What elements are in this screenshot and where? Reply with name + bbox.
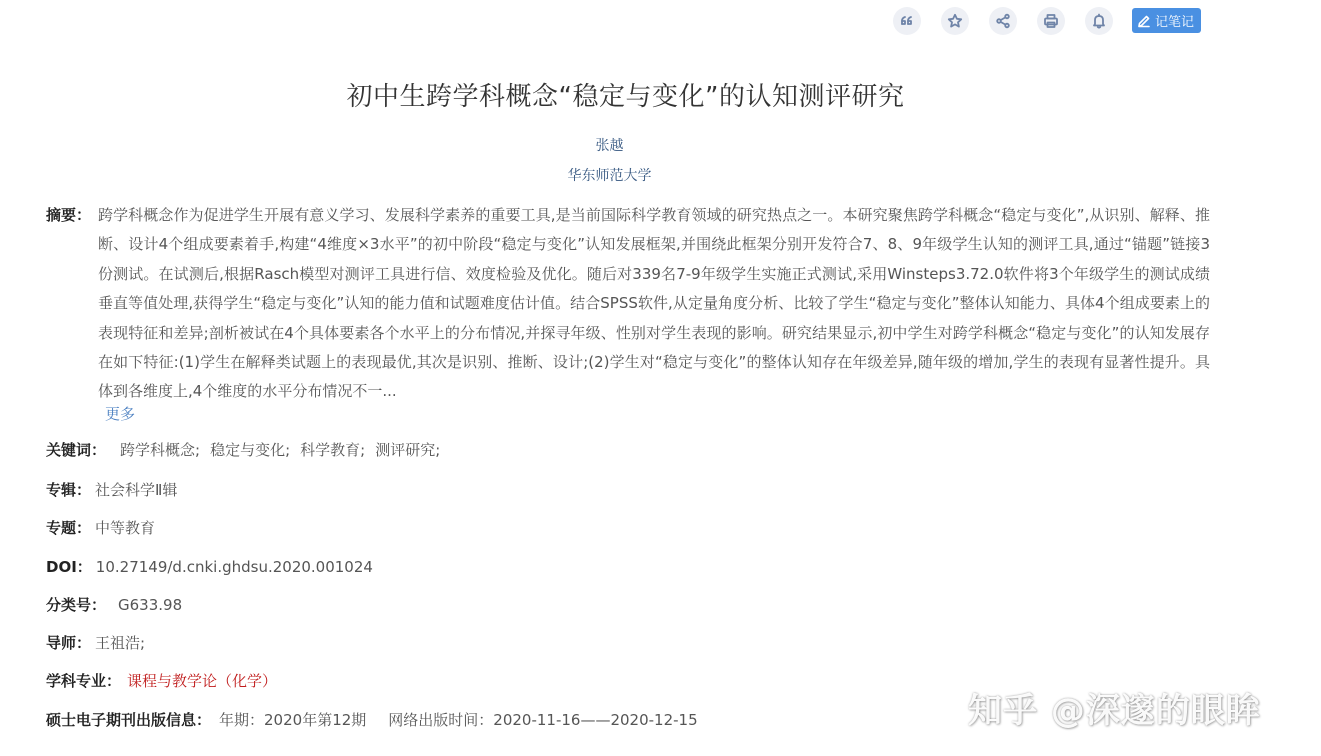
share-icon <box>995 13 1011 29</box>
subject-value: 中等教育 <box>95 519 156 537</box>
series-value: 社会科学Ⅱ辑 <box>95 481 178 499</box>
abstract-more-link[interactable]: 更多 <box>105 405 136 423</box>
advisor-link[interactable]: 王祖浩; <box>95 634 146 652</box>
article-title: 初中生跨学科概念“稳定与变化”的认知测评研究 <box>346 82 905 112</box>
zhihu-watermark: 知乎 @深邃的眼眸 <box>968 691 1261 731</box>
major-row <box>46 670 277 691</box>
major-link[interactable]: 课程与教学论（化学） <box>127 672 278 690</box>
star-icon <box>947 13 963 29</box>
advisor-label: 导师： <box>46 634 92 652</box>
doi-value: 10.27149/d.cnki.ghdsu.2020.001024 <box>95 558 373 576</box>
publication-row <box>46 709 698 730</box>
publication-online-time: 网络出版时间：2020-11-16——2020-12-15 <box>388 711 698 729</box>
major-label: 学科专业： <box>46 672 122 690</box>
subject-row <box>46 517 155 538</box>
keyword-link[interactable]: 跨学科概念; <box>120 441 201 459</box>
take-note-button[interactable] <box>1132 8 1201 33</box>
subscribe-button[interactable] <box>1085 7 1113 35</box>
keyword-link[interactable]: 稳定与变化; <box>210 441 291 459</box>
classification-label: 分类号： <box>46 596 107 614</box>
keyword-link[interactable]: 测评研究; <box>375 441 441 459</box>
print-button[interactable] <box>1037 7 1065 35</box>
bell-icon <box>1091 13 1107 29</box>
doi-row <box>46 556 373 577</box>
publication-issue: 年期：2020年第12期 <box>219 711 367 729</box>
classification-row <box>46 594 182 615</box>
keyword-link[interactable]: 科学教育; <box>300 441 366 459</box>
take-note-label: 记笔记 <box>1155 15 1195 30</box>
abstract-label: 摘要： <box>46 206 92 224</box>
subject-label: 专题： <box>46 519 92 537</box>
keywords-label: 关键词： <box>46 441 107 459</box>
author-link[interactable]: 张越 <box>595 138 624 154</box>
abstract-text: 跨学科概念作为促进学生开展有意义学习、发展科学素养的重要工具,是当前国际科学教育领域的研究热点之一。本研究聚焦跨学科概念“稳定与变化”,从识别、解释、推断、设计4个组成要素着手,构建“4维度×3水平”的初中阶段“稳定与变化”认知发展框架,并围绕此框架分别开发符合7、8、9年级学生认知的测评工具,通过“锚题”链接3份测试。在试测后,根据Rasch模型对测评工具进行信、效度检验及优化。随后对339名7-9年级学生实施正式测试,采用Winsteps3.72.0软件将3个年级学生的测试成绩垂直等值处理,获得学生“稳定与变化”认知的能力值和试题难度估计值。结合SPSS软件,从定量角度分析、比较了学生“稳定与变化”整体认知能力、具体4个组成要素上的表现特征和差异;剖析被试在4个具体要素各个水平上的分布情况,并探寻年级、性别对学生表现的影响。研究结果显示,初中学生对跨学科概念“稳定与变化”的认知发展存在如下特征:(1)学生在解释类试题上的表现最优,其次是识别、推断、设计;(2)学生对“稳定与变化”的整体认知存在年级差异,随年级的增加,学生的表现有显著性提升。具体到各维度上,4个维度的水平分布情况不一... <box>98 206 1210 401</box>
doi-label: DOI： <box>46 558 92 576</box>
publication-label: 硕士电子期刊出版信息： <box>46 711 212 729</box>
organization-link[interactable]: 华东师范大学 <box>567 168 652 184</box>
share-button[interactable] <box>989 7 1017 35</box>
print-icon <box>1043 13 1059 29</box>
advisor-row <box>46 632 145 653</box>
series-row <box>46 479 177 500</box>
favorite-button[interactable] <box>941 7 969 35</box>
keywords-row <box>46 439 450 460</box>
cite-button[interactable] <box>893 7 921 35</box>
toolbar <box>893 7 1133 35</box>
series-label: 专辑： <box>46 481 92 499</box>
classification-value: G633.98 <box>118 596 183 614</box>
quote-icon <box>899 13 915 29</box>
pencil-note-icon <box>1137 14 1151 28</box>
